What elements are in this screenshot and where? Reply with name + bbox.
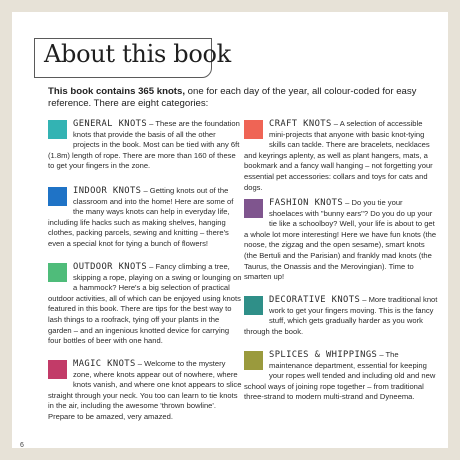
intro-rest: one for each day of the year, all colour-coded for easy reference. There are eight categories: [48, 86, 417, 109]
intro-lead: This book contains 365 knots, [48, 86, 186, 97]
category-splices [244, 350, 438, 403]
category-description: – Welcome to the mystery zone, where knots appear out of nowhere, where knots vanish, and where one knot appears to slice straight through your neck. You too can learn to tie knots in the air, including the awesome 'thrown bowline'. Prepare to be amazed, very amazed. [48, 359, 242, 421]
intro-paragraph [48, 86, 440, 109]
category-decorative [244, 295, 438, 337]
category-name: FASHION KNOTS [269, 198, 344, 208]
category-name: INDOOR KNOTS [73, 186, 142, 196]
magic-color-swatch [48, 360, 67, 379]
category-name: OUTDOOR KNOTS [73, 262, 148, 272]
category-name: DECORATIVE KNOTS [269, 295, 361, 305]
craft-color-swatch [244, 120, 263, 139]
category-indoor [48, 186, 244, 250]
category-general [48, 119, 244, 172]
category-description: – A selection of accessible mini-projects that anyone with basic knot-tying skills can tackle. There are bracelets, necklaces and keyrings aplenty, as well as plant hangers, mats, a bookmark and a fancy wall hanging – not forgetting your essential pet accessories: collars and toys for cats and dogs. [244, 119, 433, 192]
decorative-color-swatch [244, 296, 263, 315]
category-description: – Do you tie your shoelaces with "bunny ears"? Do you do up your tie like a schoolboy? Well, your life is about to get a whole lot more interesting! Here we have fun knots (the noose, the zigzag and the open sesame), smart knots (the Bertuli and the Parisian) and frankly mad knots (the Taurus, the Onassis and the Merovingian). Time to smarten up! [244, 198, 437, 282]
general-color-swatch [48, 120, 67, 139]
category-magic [48, 359, 244, 423]
page-title: About this book [44, 40, 231, 68]
splices-color-swatch [244, 351, 263, 370]
indoor-color-swatch [48, 187, 67, 206]
page [12, 12, 448, 448]
category-outdoor [48, 262, 244, 347]
category-name: CRAFT KNOTS [269, 119, 332, 129]
category-name: SPLICES & WHIPPINGS [269, 350, 378, 360]
category-description: – Fancy climbing a tree, skipping a rope, playing on a swing or lounging on a hammock? Here's a big selection of practical outdoor activities, all of which can be enjoyed using knots featured in this book. There are tips for the best way to lash things to a roofrack, tying off your plants in the garden – and an ingenious knotted device for carrying four bottles of beer with one hand. [48, 262, 242, 346]
outdoor-color-swatch [48, 263, 67, 282]
category-craft [244, 119, 438, 193]
category-name: MAGIC KNOTS [73, 359, 136, 369]
category-description: – The maintenance department, essential for keeping your ropes well tended and including old and new school ways of joining rope together – from traditional three-strand to modern multi-strand and Dyneema. [244, 350, 436, 402]
category-fashion [244, 198, 438, 283]
fashion-color-swatch [244, 199, 263, 218]
category-name: GENERAL KNOTS [73, 119, 148, 129]
category-description: – More traditional knot work to get your fingers moving. This is the fancy stuff, which gets gradually harder as you work through the book. [244, 295, 438, 336]
category-description: – Getting knots out of the classroom and into the home! Here are some of the many ways knots can help in everyday life, including life hacks such as making shelves, hanging clothes, packing parcels, sewing and knitting – there's even a special knot for tying a bunch of flowers! [48, 186, 234, 248]
page-number: 6 [20, 442, 24, 448]
category-description: – These are the foundation knots that provide the basis of all the other projects in the book. Most can be tied with any 6ft (1.8m) length of rope. There are more than 160 of these to get your fingers in the zone. [48, 119, 240, 171]
